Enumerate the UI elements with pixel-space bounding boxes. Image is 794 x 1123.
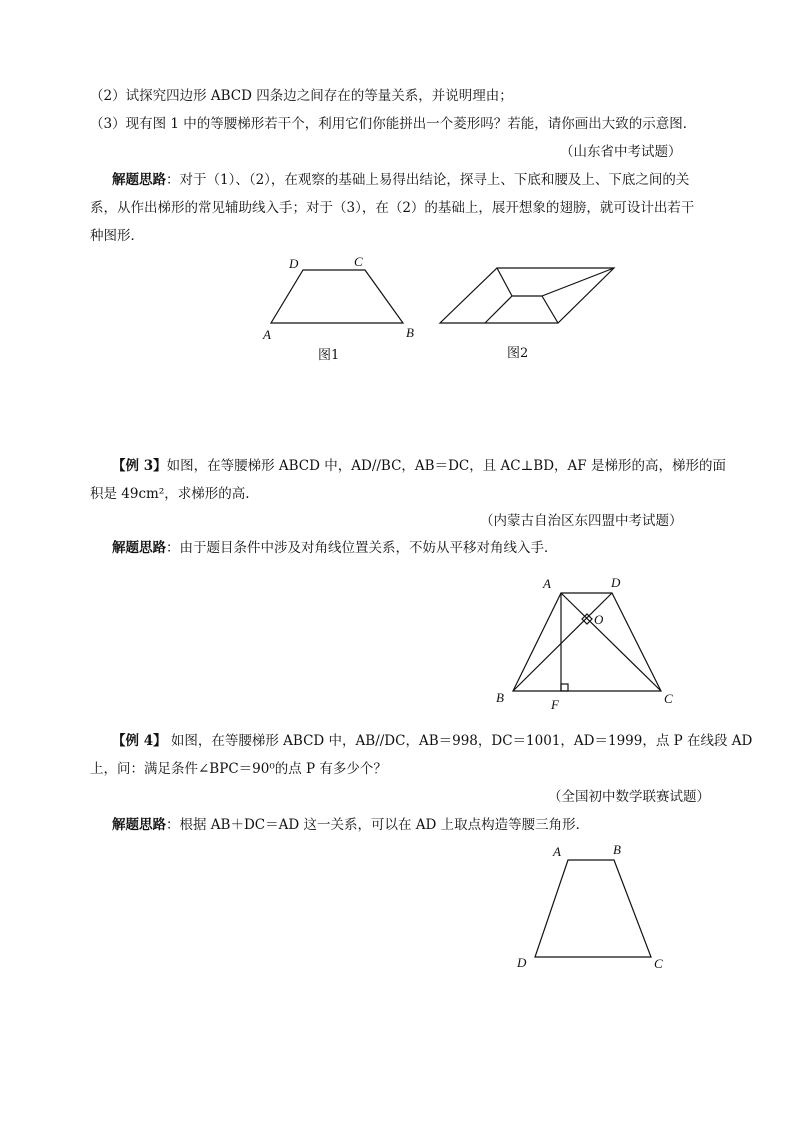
fig4-label-c: C (654, 956, 663, 971)
figure-2-caption: 图2 (507, 346, 529, 361)
figure-2-inner-line (497, 268, 512, 296)
figure-3-diagonal-bd (513, 593, 612, 691)
fig1-label-a: A (263, 327, 271, 342)
example-4-text-a: 如图，在等腰梯形 ABCD 中，AB//DC，AB＝998，DC＝1001，AD＝1999，点 P 在线段 AD (166, 733, 753, 749)
fig3-label-c: C (664, 691, 673, 706)
source-1: （山东省中考试题） (560, 144, 682, 160)
source-3: （内蒙古自治区东四盟中考试题） (480, 513, 683, 529)
fig3-label-a: A (543, 576, 551, 591)
figure-2-inner-line (485, 296, 512, 323)
fig3-label-o: O (594, 612, 604, 627)
figure-4-trapezoid (535, 860, 651, 957)
figure-3-outline (513, 593, 661, 691)
hint-1-line-2: 系，从作出梯形的常见辅助线入手；对于（3），在（2）的基础上，展开想象的翅膀，就可设计出若干 (90, 200, 695, 216)
source-4: （全国初中数学联赛试题） (548, 789, 710, 805)
figure-1-outline (271, 270, 403, 323)
fig4-label-d: D (517, 955, 527, 970)
hint-3-label: 解题思路 (112, 540, 166, 556)
example-4-label: 【例 4】 (112, 733, 167, 749)
hint-4-text: ：根据 AB＋DC＝AD 这一关系，可以在 AD 上取点构造等腰三角形． (166, 817, 590, 833)
hint-1-text-a: ：对于（1）、（2），在观察的基础上易得出结论，探寻上、下底和腰及上、下底之间的关 (166, 172, 690, 188)
fig1-label-d: D (289, 256, 299, 271)
question-2: （2）试探究四边形 ABCD 四条边之间存在的等量关系，并说明理由； (90, 88, 513, 104)
figure-3-diagonal-ac (561, 593, 661, 691)
figure-1-caption: 图1 (318, 348, 340, 363)
fig1-label-b: B (406, 325, 414, 340)
figure-3-trapezoid (513, 593, 661, 691)
figure-2-rhombus (440, 268, 614, 323)
question-3: （3）现有图 1 中的等腰梯形若干个，利用它们你能拼出一个菱形吗？若能，请你画出大致的示意图． (90, 116, 697, 132)
fig3-label-d: D (611, 575, 621, 590)
fig4-label-b: B (613, 842, 621, 857)
fig3-label-f: F (551, 697, 559, 712)
hint-1-label: 解题思路 (112, 172, 166, 188)
fig4-label-a: A (553, 844, 561, 859)
example-3-line-2: 积是 49cm²，求梯形的高. (90, 486, 250, 502)
figure-2-inner-line (542, 268, 614, 296)
example-4-line-2: 上，问：满足条件∠BPC＝90⁰的点 P 有多少个？ (90, 761, 387, 777)
fig1-label-c: C (354, 254, 363, 269)
example-3-label: 【例 3】 (112, 458, 167, 474)
hint-4-label: 解题思路 (112, 817, 166, 833)
figure-1-trapezoid (271, 270, 403, 323)
figure-2-inner-line (542, 296, 558, 323)
example-3-text-a: 如图，在等腰梯形 ABCD 中，AD//BC，AB＝DC，且 AC⊥BD，AF 是梯形的高，梯形的面 (166, 458, 726, 474)
figure-4-outline (535, 860, 651, 957)
fig3-label-b: B (496, 690, 504, 705)
hint-1-line-3: 种图形． (90, 228, 144, 244)
hint-3-text: ：由于题目条件中涉及对角线位置关系，不妨从平移对角线入手． (166, 540, 558, 556)
figure-3-right-angle-f (561, 684, 568, 691)
